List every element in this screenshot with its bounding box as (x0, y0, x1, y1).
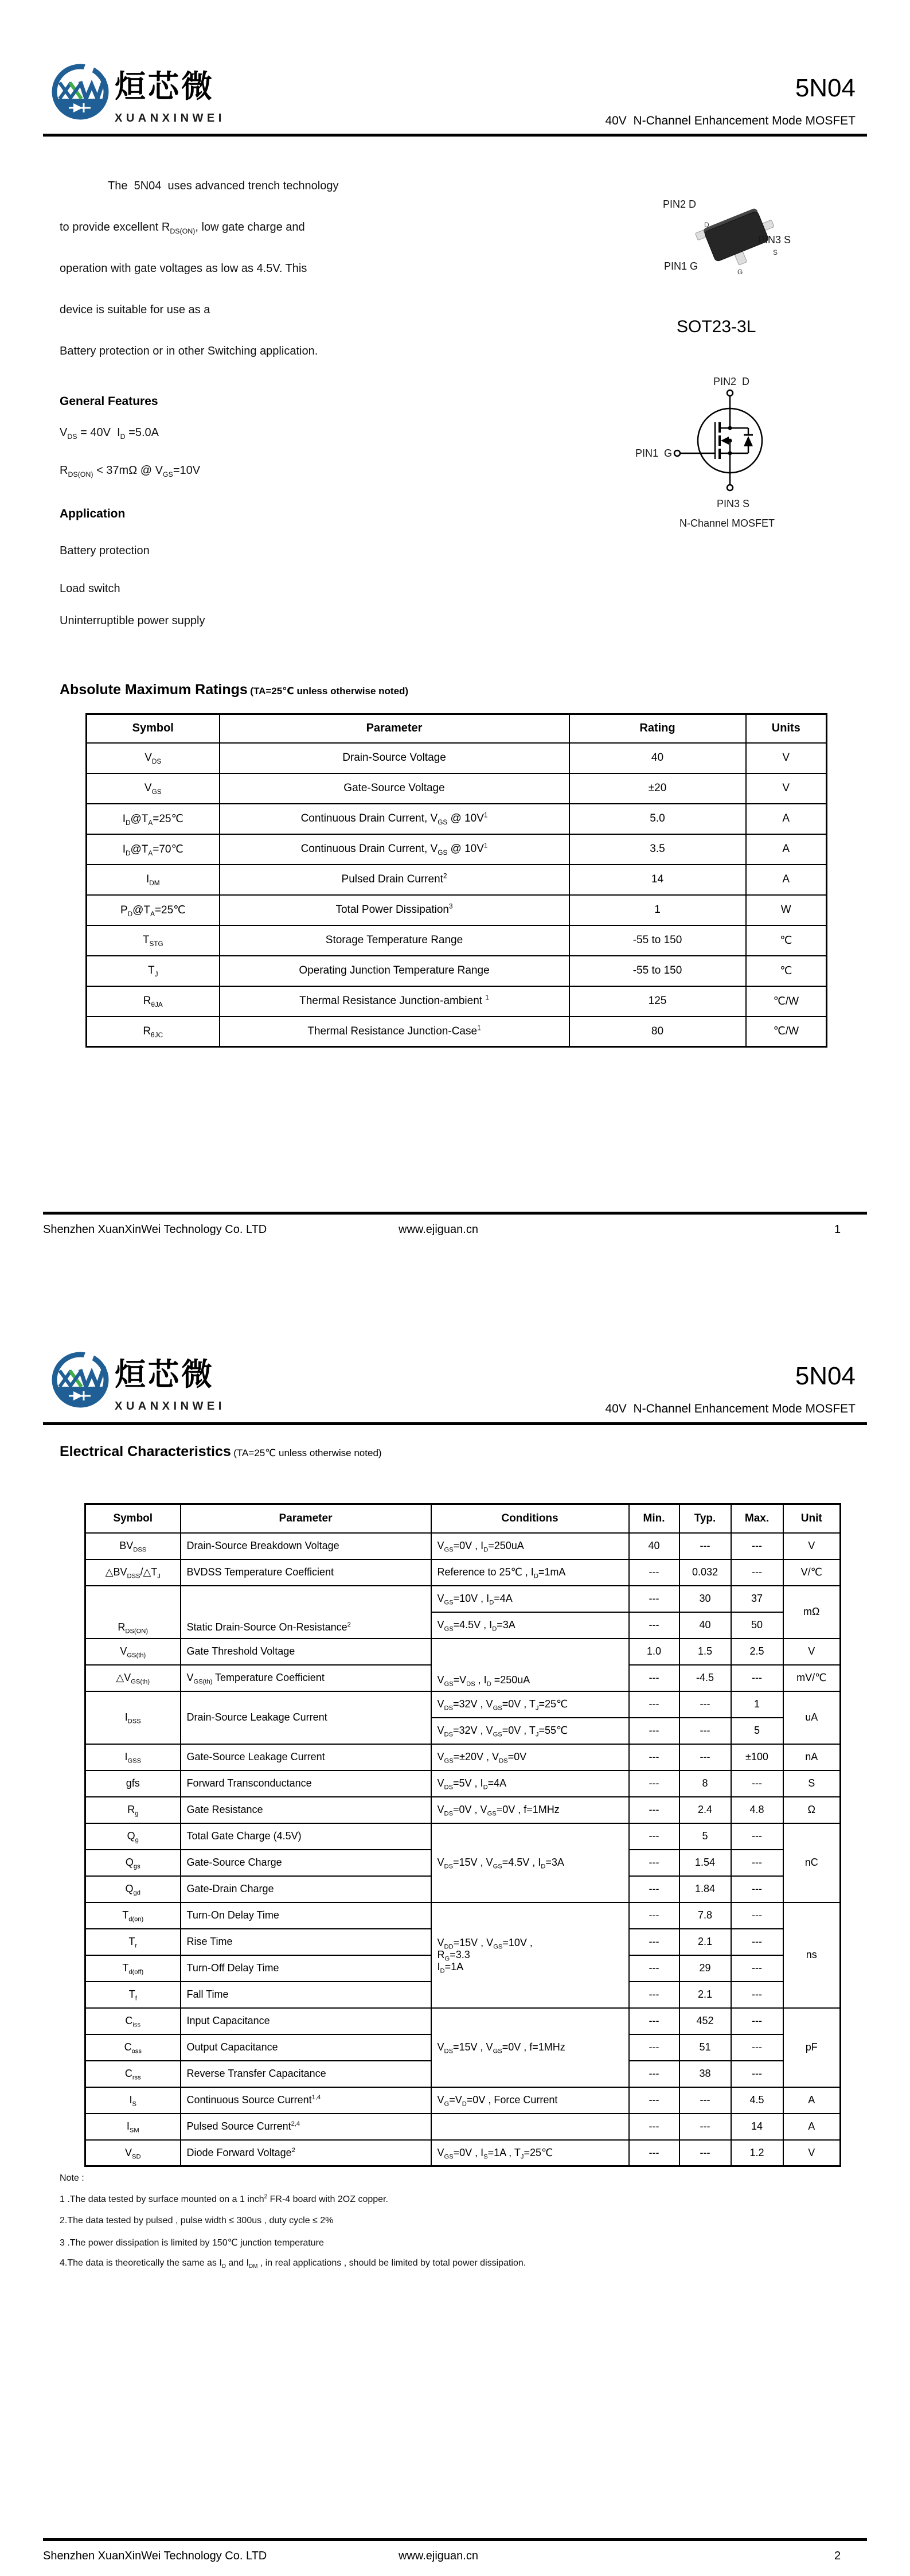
pin-letter-d: D (704, 221, 709, 229)
abs-max-ratings-title: Absolute Maximum Ratings (60, 682, 248, 698)
table-cell: $R_{\theta JC}$ (87, 1017, 220, 1047)
company-name-en: XUANXINWEI (115, 112, 225, 124)
table-cell: Gate-Drain Charge (181, 1876, 431, 1902)
electrical-characteristics-condition: (TA=25℃ unless otherwise noted) (233, 1447, 382, 1458)
table-cell: mV/℃ (783, 1665, 841, 1691)
table-cell: Drain-Source Leakage Current (181, 1691, 431, 1744)
table-cell: $C_{rss}$ (85, 2061, 181, 2087)
symbol-pin3-label: PIN3 S (717, 498, 750, 509)
table-cell: A (746, 834, 827, 865)
table-cell: Rise Time (181, 1929, 431, 1955)
table-cell: --- (731, 1902, 783, 1929)
document-subtitle: 40V N-Channel Enhancement Mode MOSFET (605, 1402, 856, 1415)
table-cell: A (746, 804, 827, 834)
table-cell: $V_{GS}=10V$ , $I_D=4A$ (431, 1586, 629, 1612)
table-cell: gfs (85, 1770, 181, 1797)
package-pin2-label: PIN2 D (663, 199, 697, 210)
table-cell: A (746, 865, 827, 895)
table-cell: $V_{GS}$ (87, 773, 220, 804)
table-cell: $I_{DSS}$ (85, 1691, 181, 1744)
table-cell: Drain-Source Breakdown Voltage (181, 1533, 431, 1559)
table-cell: Reference to 25℃ , $I_D=1mA$ (431, 1559, 629, 1586)
table-cell: $V_{GS(th)}$ Temperature Coefficient (181, 1665, 431, 1691)
table-cell: $R_{\theta JA}$ (87, 986, 220, 1017)
symbol-caption: N-Channel MOSFET (679, 517, 775, 529)
table-cell: 2.1 (679, 1982, 731, 2008)
table-cell: 38 (679, 2061, 731, 2087)
table-cell: --- (629, 1982, 679, 2008)
table-cell: $R_{DS(ON)}$ (85, 1586, 181, 1639)
table-cell: BVDSS Temperature Coefficient (181, 1559, 431, 1586)
table-cell: --- (679, 2087, 731, 2114)
table-cell: $C_{oss}$ (85, 2034, 181, 2061)
table-cell: --- (731, 1929, 783, 1955)
mosfet-schematic-symbol (655, 373, 793, 511)
footer-website: www.ejiguan.cn (399, 1223, 478, 1236)
table-cell: --- (731, 1955, 783, 1982)
table-cell: 5 (731, 1718, 783, 1744)
table-cell: A (783, 2087, 841, 2114)
table-cell: 1 (731, 1691, 783, 1718)
table-cell: ±20 (569, 773, 746, 804)
table-cell: --- (629, 1770, 679, 1797)
table-cell: Thermal Resistance Junction-Case$^1$ (220, 1017, 569, 1047)
table-cell: $V_{DS}=0V$ , $V_{GS}=0V$ , f=1MHz (431, 1797, 629, 1823)
table-cell: 40 (629, 1533, 679, 1559)
table-cell: --- (629, 1850, 679, 1876)
table-cell: 14 (569, 865, 746, 895)
table-cell: 29 (679, 1955, 731, 1982)
table-cell: $Q_g$ (85, 1823, 181, 1850)
description-line: The 5N04 uses advanced trench technology (108, 180, 339, 192)
package-pin3-label: PIN3 S (758, 234, 791, 246)
table-cell: Operating Junction Temperature Range (220, 956, 569, 986)
table-cell: --- (731, 1559, 783, 1586)
table-cell: $V_{GS}=4.5V$ , $I_D=3A$ (431, 1612, 629, 1639)
table-cell: Continuous Source Current$^{1,4}$ (181, 2087, 431, 2114)
note-item: 4.The data is theoretically the same as $I_D$ and $I_{DM}$ , in real applications , should be limited by total power dissipation. (60, 2258, 526, 2270)
note-item: 2.The data tested by pulsed , pulse width ≤ 300us , duty cycle ≤ 2% (60, 2216, 334, 2225)
table-cell: 125 (569, 986, 746, 1017)
table-cell: --- (629, 1797, 679, 1823)
table-cell: ns (783, 1902, 841, 2008)
table-cell: 1.54 (679, 1850, 731, 1876)
table-cell: Storage Temperature Range (220, 925, 569, 956)
page-2 (0, 1288, 910, 2576)
notes-heading: Note : (60, 2173, 84, 2183)
table-cell: --- (629, 2087, 679, 2114)
table-cell: 30 (679, 1586, 731, 1612)
table-cell: Gate Threshold Voltage (181, 1639, 431, 1665)
table-cell: -55 to 150 (569, 956, 746, 986)
part-number: 5N04 (795, 74, 856, 102)
table-cell: Turn-Off Delay Time (181, 1955, 431, 1982)
table-cell: uA (783, 1691, 841, 1744)
table-cell: $I_{GSS}$ (85, 1744, 181, 1770)
table-cell: --- (629, 1929, 679, 1955)
table-cell: --- (679, 1533, 731, 1559)
column-header: Max. (731, 1504, 783, 1533)
table-cell: $BV_{DSS}$ (85, 1533, 181, 1559)
table-cell: --- (629, 1744, 679, 1770)
note-item: 3 .The power dissipation is limited by 150℃ junction temperature (60, 2238, 324, 2248)
table-cell: $V_{DS}$ (87, 743, 220, 773)
table-cell: --- (629, 1559, 679, 1586)
symbol-pin2-label: PIN2 D (713, 376, 750, 387)
table-cell: $I_D@T_A=25℃$ (87, 804, 220, 834)
table-cell: ℃ (746, 925, 827, 956)
table-cell: nC (783, 1823, 841, 1902)
table-cell: nA (783, 1744, 841, 1770)
description-line: device is suitable for use as a (60, 303, 210, 316)
table-cell: $V_{GS}=0V$ , $I_D=250uA$ (431, 1533, 629, 1559)
table-cell: $V_{GS}=\pm 20V$ , $V_{DS}=0V$ (431, 1744, 629, 1770)
table-cell: --- (629, 1586, 679, 1612)
table-cell: --- (731, 2008, 783, 2034)
table-cell: 2.5 (731, 1639, 783, 1665)
abs-max-ratings-heading (60, 682, 408, 698)
table-cell: $P_D@T_A=25℃$ (87, 895, 220, 925)
page-number: 2 (834, 2550, 841, 2562)
table-cell: $V_{DD}=15V$ , $V_{GS}=10V$ , $R_G=3.3$ $I_D=1A$ (431, 1902, 629, 2008)
table-cell: --- (731, 1982, 783, 2008)
table-cell: 3.5 (569, 834, 746, 865)
table-cell: $V_G=V_D=0V$ , Force Current (431, 2087, 629, 2114)
column-header: Rating (569, 714, 746, 743)
table-cell: ℃/W (746, 1017, 827, 1047)
table-cell: mΩ (783, 1586, 841, 1639)
table-cell: Diode Forward Voltage$^2$ (181, 2140, 431, 2166)
table-cell: Pulsed Drain Current$^2$ (220, 865, 569, 895)
table-cell: V (783, 1533, 841, 1559)
table-cell: Turn-On Delay Time (181, 1902, 431, 1929)
table-cell: $T_{d(on)}$ (85, 1902, 181, 1929)
table-cell: Thermal Resistance Junction-ambient $^1$ (220, 986, 569, 1017)
table-cell: --- (629, 1612, 679, 1639)
table-cell: 4.5 (731, 2087, 783, 2114)
table-cell: $Q_{gs}$ (85, 1850, 181, 1876)
table-cell: $R_g$ (85, 1797, 181, 1823)
application-item: Battery protection (60, 544, 150, 557)
table-cell: --- (629, 1823, 679, 1850)
table-cell: --- (629, 1691, 679, 1718)
table-cell: V (783, 1639, 841, 1665)
feature-line: $V_{DS} = 40V$ $I_D =5.0A$ (60, 426, 159, 441)
table-cell: $Q_{gd}$ (85, 1876, 181, 1902)
table-cell: --- (629, 1902, 679, 1929)
company-name-zh: 烜芯微 (115, 69, 214, 104)
table-cell: Total Gate Charge (4.5V) (181, 1823, 431, 1850)
table-cell: --- (629, 2008, 679, 2034)
table-cell: V (783, 2140, 841, 2166)
table-cell: 2.1 (679, 1929, 731, 1955)
column-header: Symbol (85, 1504, 181, 1533)
table-cell: Input Capacitance (181, 2008, 431, 2034)
electrical-characteristics-table (84, 1503, 841, 2167)
table-cell: $V_{GS}=0V$ , $I_S=1A$ , $T_J=25℃$ (431, 2140, 629, 2166)
column-header: Typ. (679, 1504, 731, 1533)
table-cell: --- (679, 1744, 731, 1770)
column-header: Min. (629, 1504, 679, 1533)
table-cell: Gate-Source Charge (181, 1850, 431, 1876)
table-cell: 1.2 (731, 2140, 783, 2166)
symbol-pin1-label: PIN1 G (635, 448, 673, 459)
table-cell: Gate-Source Voltage (220, 773, 569, 804)
table-cell: 4.8 (731, 1797, 783, 1823)
table-cell: 1 (569, 895, 746, 925)
table-cell: $V_{DS}=32V$ , $V_{GS}=0V$ , $T_J=55℃$ (431, 1718, 629, 1744)
pin-letter-s: S (773, 248, 778, 256)
table-cell: ±100 (731, 1744, 783, 1770)
table-cell: $I_{DM}$ (87, 865, 220, 895)
table-cell: Gate-Source Leakage Current (181, 1744, 431, 1770)
footer-rule (43, 2538, 867, 2541)
table-cell: $\triangle BV_{DSS}/\triangle T_J$ (85, 1559, 181, 1586)
table-cell: $V_{SD}$ (85, 2140, 181, 2166)
table-cell: Fall Time (181, 1982, 431, 2008)
table-cell: $I_D@T_A=70℃$ (87, 834, 220, 865)
table-cell: Drain-Source Voltage (220, 743, 569, 773)
table-cell: --- (731, 1533, 783, 1559)
application-heading: Application (60, 507, 126, 520)
table-cell: --- (629, 1718, 679, 1744)
table-cell: $V_{GS(th)}$ (85, 1639, 181, 1665)
company-logo-icon (52, 1351, 109, 1408)
footer-website: www.ejiguan.cn (399, 2550, 478, 2562)
table-cell: $V_{DS}=15V$ , $V_{GS}=0V$ , f=1MHz (431, 2008, 629, 2087)
table-cell: --- (629, 1876, 679, 1902)
table-cell: 80 (569, 1017, 746, 1047)
table-cell: -4.5 (679, 1665, 731, 1691)
table-cell: --- (629, 1955, 679, 1982)
table-cell: --- (731, 1876, 783, 1902)
footer-company: Shenzhen XuanXinWei Technology Co. LTD (43, 1223, 267, 1236)
table-cell: Static Drain-Source On-Resistance$^2$ (181, 1586, 431, 1639)
column-header: Symbol (87, 714, 220, 743)
column-header: Units (746, 714, 827, 743)
table-cell: V (746, 743, 827, 773)
table-cell: Output Capacitance (181, 2034, 431, 2061)
package-name: SOT23-3L (677, 317, 756, 336)
document-subtitle: 40V N-Channel Enhancement Mode MOSFET (605, 114, 856, 127)
table-cell: -55 to 150 (569, 925, 746, 956)
table-cell: Gate Resistance (181, 1797, 431, 1823)
table-cell: pF (783, 2008, 841, 2087)
application-item: Load switch (60, 582, 120, 595)
table-cell: 8 (679, 1770, 731, 1797)
table-cell: --- (731, 1850, 783, 1876)
table-cell: W (746, 895, 827, 925)
table-cell: 0.032 (679, 1559, 731, 1586)
table-cell: --- (679, 2140, 731, 2166)
features-heading: General Features (60, 395, 158, 408)
table-cell: $T_{d(off)}$ (85, 1955, 181, 1982)
table-cell: $T_J$ (87, 956, 220, 986)
electrical-characteristics-heading (60, 1443, 382, 1460)
table-cell: --- (629, 2114, 679, 2140)
table-cell: --- (731, 1770, 783, 1797)
table-cell: Pulsed Source Current$^{2,4}$ (181, 2114, 431, 2140)
table-cell: 452 (679, 2008, 731, 2034)
table-cell: ℃/W (746, 986, 827, 1017)
logo-mark-icon (52, 1351, 109, 1408)
description-line: operation with gate voltages as low as 4.5V. This (60, 262, 307, 275)
table-cell: --- (679, 1718, 731, 1744)
header-rule (43, 1422, 867, 1425)
table-cell: --- (731, 2034, 783, 2061)
table-cell: --- (629, 2061, 679, 2087)
table-cell: 5 (679, 1823, 731, 1850)
table-cell: $V_{DS}=32V$ , $V_{GS}=0V$ , $T_J=25℃$ (431, 1691, 629, 1718)
column-header: Parameter (220, 714, 569, 743)
table-cell: $V_{GS}=V_{DS}$ , $I_D =250uA$ (431, 1639, 629, 1691)
table-cell: --- (679, 2114, 731, 2140)
table-cell: Reverse Transfer Capacitance (181, 2061, 431, 2087)
column-header: Conditions (431, 1504, 629, 1533)
feature-line: $R_{DS(ON)} < 37m\Omega$ @ $V_{GS}=10V$ (60, 464, 201, 478)
table-cell: Continuous Drain Current, $V_{GS}$ @ $10V^1$ (220, 834, 569, 865)
table-cell: 37 (731, 1586, 783, 1612)
pin-letter-g: G (737, 268, 743, 276)
table-cell: --- (679, 1691, 731, 1718)
table-cell: Total Power Dissipation$^3$ (220, 895, 569, 925)
table-cell: --- (731, 1823, 783, 1850)
part-number: 5N04 (795, 1362, 856, 1390)
table-cell: S (783, 1770, 841, 1797)
abs-max-ratings-table (85, 713, 827, 1048)
note-item: 1 .The data tested by surface mounted on a 1 inch$^2$ FR-4 board with 2OZ copper. (60, 2193, 388, 2204)
table-cell: 14 (731, 2114, 783, 2140)
electrical-characteristics-title: Electrical Characteristics (60, 1443, 231, 1460)
abs-max-ratings-condition: (TA=25℃ unless otherwise noted) (250, 686, 409, 696)
table-cell: $V_{DS}=5V$ , $I_D=4A$ (431, 1770, 629, 1797)
mosfet-symbol-icon (655, 373, 793, 511)
table-cell: 1.5 (679, 1639, 731, 1665)
table-cell: Forward Transconductance (181, 1770, 431, 1797)
table-cell: $I_S$ (85, 2087, 181, 2114)
table-cell: 1.0 (629, 1639, 679, 1665)
table-cell: 7.8 (679, 1902, 731, 1929)
table-cell: ℃ (746, 956, 827, 986)
table-cell (431, 2114, 629, 2140)
company-logo-icon (52, 63, 109, 120)
table-cell: 40 (569, 743, 746, 773)
table-cell: Ω (783, 1797, 841, 1823)
table-cell: --- (731, 2061, 783, 2087)
table-cell: --- (731, 1665, 783, 1691)
logo-mark-icon (52, 63, 109, 120)
column-header: Unit (783, 1504, 841, 1533)
table-cell: --- (629, 2034, 679, 2061)
table-cell: 1.84 (679, 1876, 731, 1902)
table-cell: Continuous Drain Current, $V_{GS}$ @ $10V^1$ (220, 804, 569, 834)
application-item: Uninterruptible power supply (60, 614, 205, 627)
table-cell: 2.4 (679, 1797, 731, 1823)
table-cell: $C_{iss}$ (85, 2008, 181, 2034)
company-name-zh: 烜芯微 (115, 1357, 214, 1392)
company-name-en: XUANXINWEI (115, 1400, 225, 1412)
table-cell: 40 (679, 1612, 731, 1639)
table-cell: --- (629, 1665, 679, 1691)
description-line: Battery protection or in other Switching application. (60, 345, 318, 357)
table-cell: 5.0 (569, 804, 746, 834)
table-cell: $I_{SM}$ (85, 2114, 181, 2140)
table-cell: 50 (731, 1612, 783, 1639)
table-cell: V (746, 773, 827, 804)
table-cell: 51 (679, 2034, 731, 2061)
table-cell: $T_{STG}$ (87, 925, 220, 956)
table-cell: --- (629, 2140, 679, 2166)
page-number: 1 (834, 1223, 841, 1236)
table-cell: $T_r$ (85, 1929, 181, 1955)
column-header: Parameter (181, 1504, 431, 1533)
table-cell: $\triangle V_{GS(th)}$ (85, 1665, 181, 1691)
header-rule (43, 134, 867, 137)
table-cell: A (783, 2114, 841, 2140)
table-cell: V/℃ (783, 1559, 841, 1586)
footer-rule (43, 1212, 867, 1215)
table-cell: $V_{DS}=15V$ , $V_{GS}=4.5V$ , $I_D=3A$ (431, 1823, 629, 1902)
package-pin1-label: PIN1 G (664, 260, 698, 272)
footer-company: Shenzhen XuanXinWei Technology Co. LTD (43, 2550, 267, 2562)
table-cell: $T_f$ (85, 1982, 181, 2008)
description-line: to provide excellent $R_{DS(ON)}$, low gate charge and (60, 221, 305, 235)
